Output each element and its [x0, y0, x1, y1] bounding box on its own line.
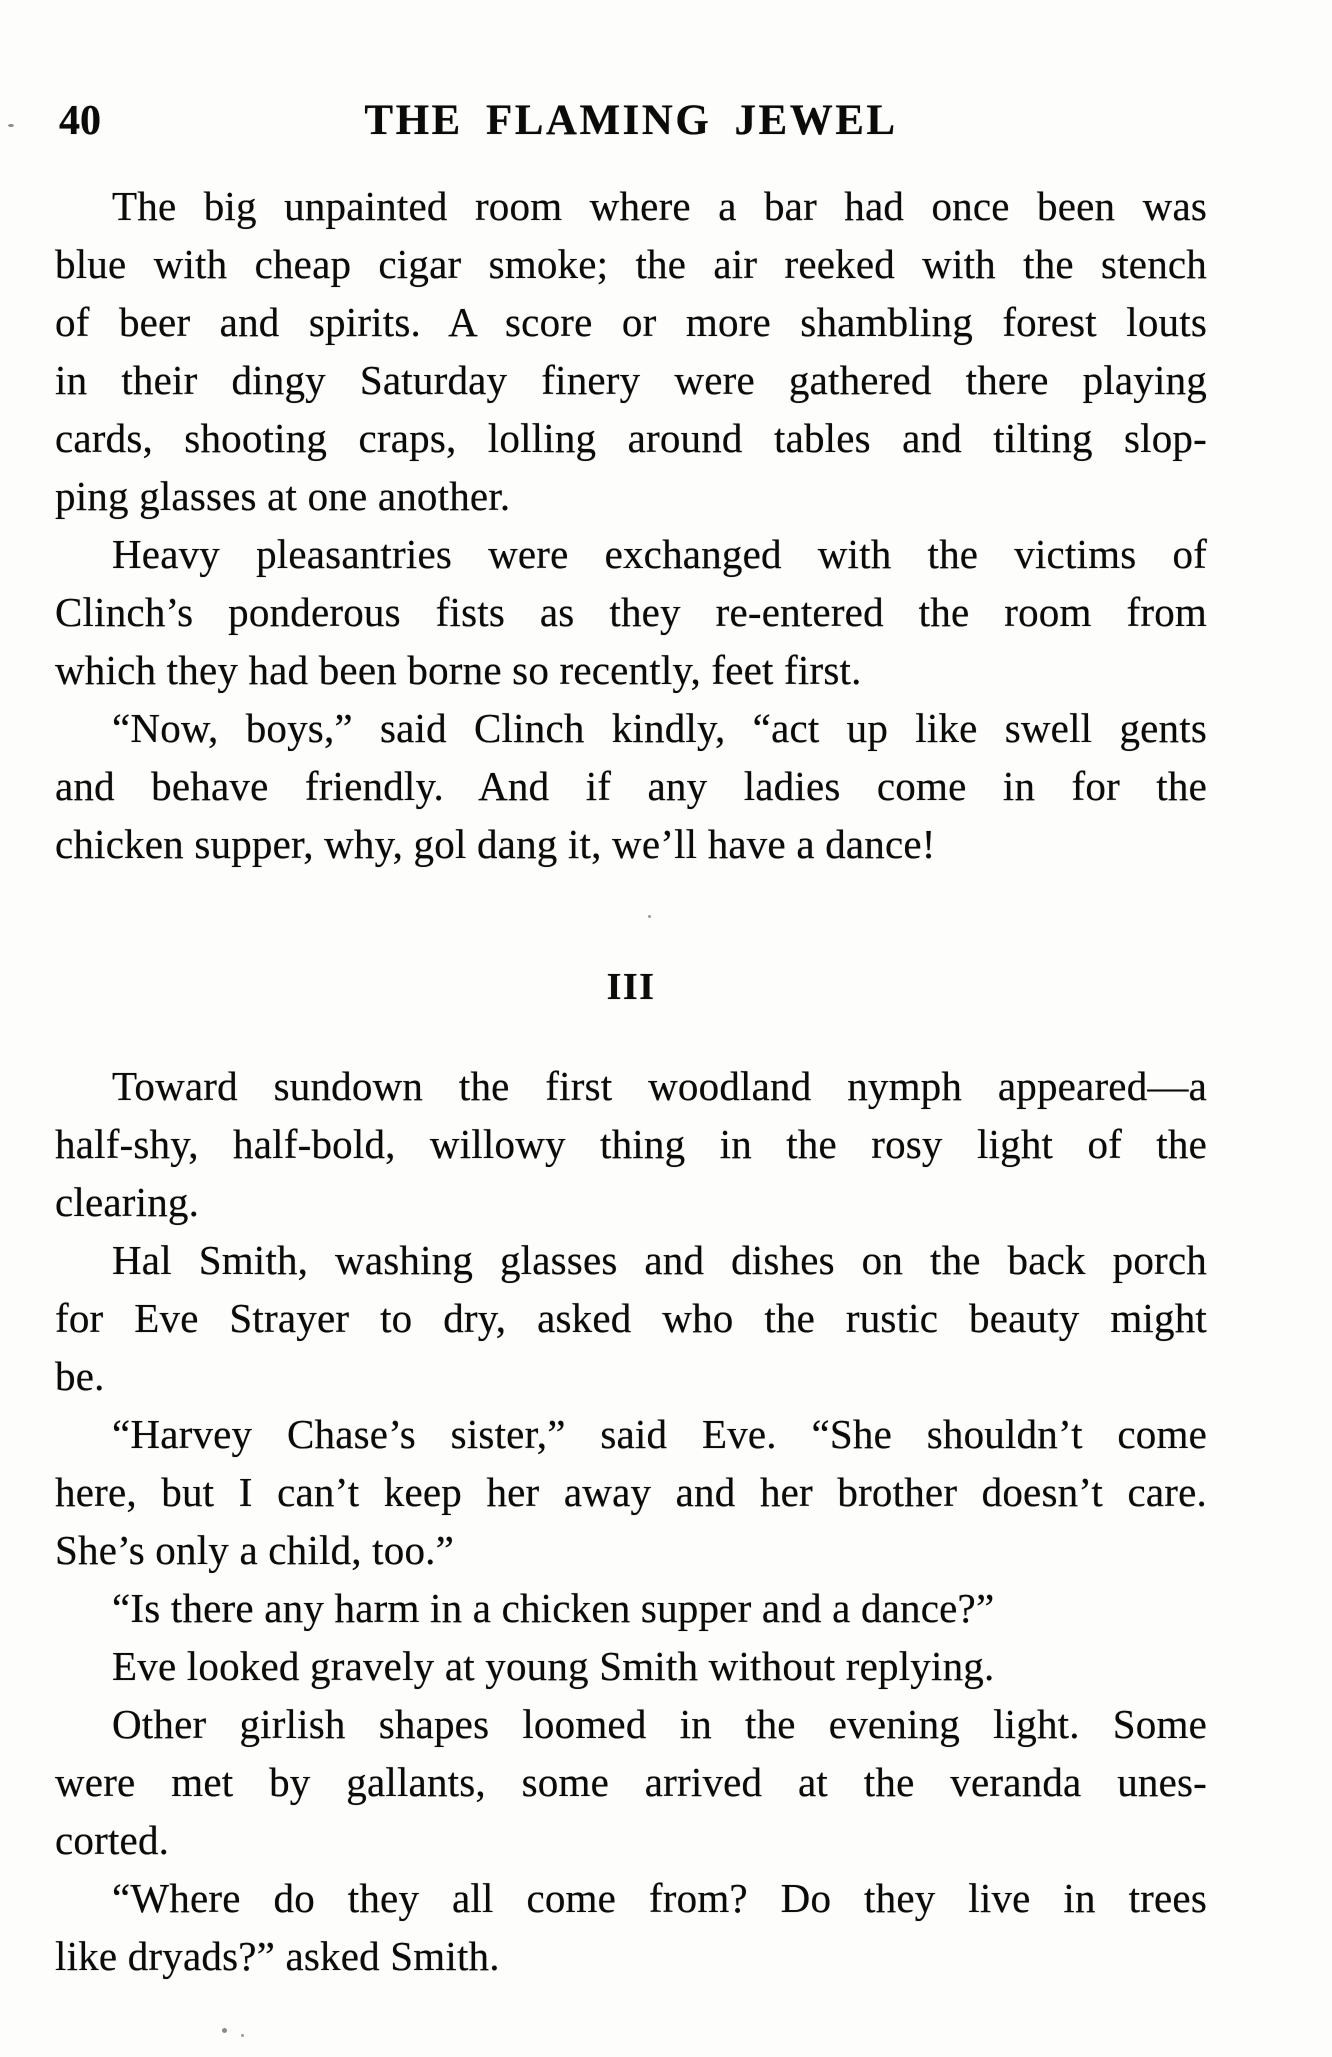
text-line: for Eve Strayer to dry, asked who the rustic beauty might [55, 1295, 1207, 1341]
text-line: of beer and spirits. A score or more shambling forest louts [55, 299, 1207, 345]
text-line: Other girlish shapes loomed in the evening light. Some [112, 1701, 1207, 1747]
text-line: “Harvey Chase’s sister,” said Eve. “She shouldn’t come [112, 1411, 1207, 1457]
paragraph-7 [55, 1579, 1207, 1637]
paragraph-5 [55, 1231, 1207, 1405]
section-numeral: III [606, 966, 656, 1008]
text-line: here, but I can’t keep her away and her brother doesn’t care. [55, 1469, 1207, 1515]
text-block [55, 177, 1207, 1985]
text-line: She’s only a child, too.” [55, 1527, 455, 1573]
text-line: The big unpainted room where a bar had once been was [112, 183, 1207, 229]
text-line: chicken supper, why, gol dang it, we’ll have a dance! [55, 821, 936, 867]
text-line: clearing. [55, 1179, 200, 1225]
text-line: Clinch’s ponderous fists as they re-entered the room from [55, 589, 1207, 635]
text-line: Heavy pleasantries were exchanged with the victims of [112, 531, 1207, 577]
scan-artifact-dot [648, 915, 651, 918]
text-line: “Now, boys,” said Clinch kindly, “act up like swell gents [112, 705, 1207, 751]
scan-artifact-dot [8, 124, 14, 127]
paragraph-3 [55, 699, 1207, 873]
text-line: in their dingy Saturday finery were gathered there playing [55, 357, 1207, 403]
text-line: cards, shooting craps, lolling around tables and tilting slop- [55, 415, 1207, 461]
text-line: Toward sundown the first woodland nymph appeared—a [112, 1063, 1207, 1109]
paragraph-10 [55, 1869, 1207, 1985]
scan-artifact-dot [222, 2028, 227, 2033]
text-line: corted. [55, 1817, 170, 1863]
paragraph-4 [55, 1057, 1207, 1231]
scan-artifact-dot [241, 2034, 244, 2037]
paragraph-6 [55, 1405, 1207, 1579]
text-line: half-shy, half-bold, willowy thing in the rosy light of the [55, 1121, 1207, 1167]
text-line: Hal Smith, washing glasses and dishes on the back porch [112, 1237, 1207, 1283]
text-line: “Is there any harm in a chicken supper and a dance?” [112, 1585, 995, 1631]
page-header [55, 92, 1207, 150]
text-line: be. [55, 1353, 105, 1399]
text-line: were met by gallants, some arrived at the veranda unes- [55, 1759, 1207, 1805]
text-line: ping glasses at one another. [55, 473, 511, 519]
paragraph-2 [55, 525, 1207, 699]
paragraph-8 [55, 1637, 1207, 1695]
page-number: 40 [59, 98, 101, 144]
text-line: “Where do they all come from? Do they live in trees [112, 1875, 1207, 1921]
paragraph-9 [55, 1695, 1207, 1869]
paragraph-1 [55, 177, 1207, 525]
text-line: like dryads?” asked Smith. [55, 1933, 500, 1979]
running-title: THE FLAMING JEWEL [364, 97, 898, 144]
text-line: Eve looked gravely at young Smith without replying. [112, 1643, 995, 1689]
text-line: blue with cheap cigar smoke; the air reeked with the stench [55, 241, 1207, 287]
text-line: and behave friendly. And if any ladies come in for the [55, 763, 1207, 809]
text-line: which they had been borne so recently, feet first. [55, 647, 862, 693]
